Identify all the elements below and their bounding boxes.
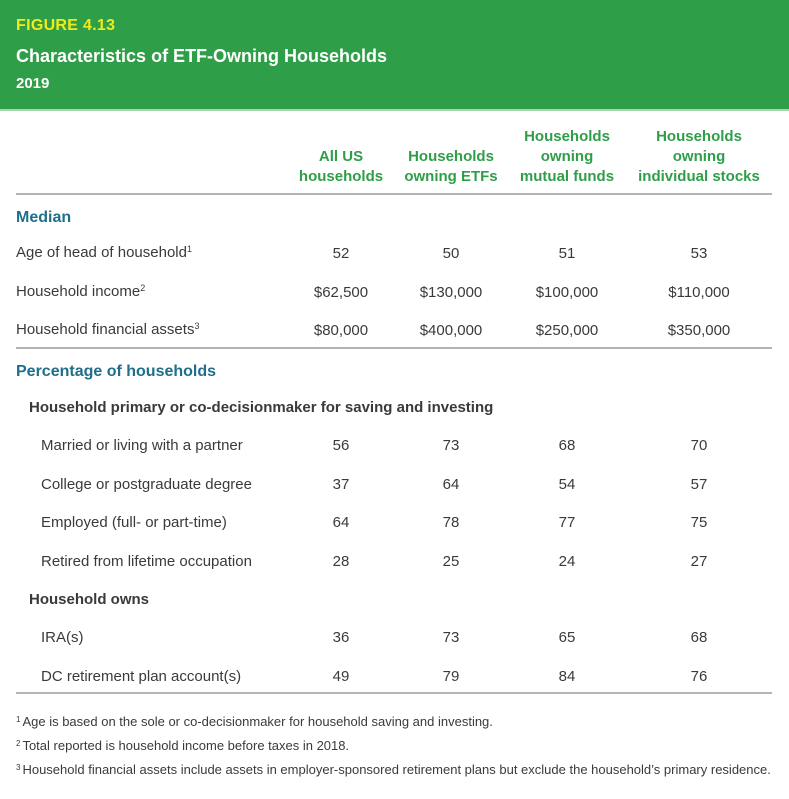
cell: 65 <box>558 629 576 646</box>
cell: $100,000 <box>535 284 599 301</box>
cell: 36 <box>332 629 350 646</box>
cell: 79 <box>442 668 460 685</box>
footnote <box>16 736 786 754</box>
cell: 56 <box>332 437 350 454</box>
column-header-line: Households <box>408 148 494 165</box>
cell: $250,000 <box>535 322 599 339</box>
footnote-text: Household financial assets include assets in employer-sponsored retirement plans but exclude the household’s primary residence. <box>22 762 771 777</box>
row-label-text: Age of head of household <box>16 244 187 261</box>
column-header-mutual-funds <box>502 127 632 187</box>
row-label: DC retirement plan account(s) <box>41 668 242 685</box>
cell: 25 <box>442 553 460 570</box>
row-label: Retired from lifetime occupation <box>41 553 252 570</box>
divider <box>16 692 772 694</box>
footnote-mark: 2 <box>16 739 21 748</box>
cell: 54 <box>558 476 576 493</box>
cell: 68 <box>690 629 708 646</box>
divider <box>16 347 772 349</box>
row-label <box>16 321 199 338</box>
row-label: College or postgraduate degree <box>41 476 252 493</box>
subsection-heading-decisionmaker: Household primary or co-decisionmaker for saving and investing <box>29 399 494 416</box>
cell: 78 <box>442 514 460 531</box>
figure-header <box>0 0 789 111</box>
cell: 64 <box>332 514 350 531</box>
cell: $80,000 <box>313 322 369 339</box>
row-label: IRA(s) <box>41 629 84 646</box>
cell: 76 <box>690 668 708 685</box>
cell: 75 <box>690 514 708 531</box>
cell: $350,000 <box>667 322 731 339</box>
cell: 53 <box>690 245 708 262</box>
cell: 49 <box>332 668 350 685</box>
column-header-line: All US <box>318 148 364 165</box>
row-label <box>16 244 192 261</box>
column-header-line: individual stocks <box>638 168 760 185</box>
cell: 68 <box>558 437 576 454</box>
cell: 57 <box>690 476 708 493</box>
cell: 50 <box>442 245 460 262</box>
figure-year: 2019 <box>16 75 50 92</box>
subsection-heading-household-owns: Household owns <box>29 591 149 608</box>
row-label <box>16 283 145 300</box>
cell: 27 <box>690 553 708 570</box>
cell: 77 <box>558 514 576 531</box>
cell: 51 <box>558 245 576 262</box>
row-label: Employed (full- or part-time) <box>41 514 227 531</box>
footnote-text: Age is based on the sole or co-decisionmaker for household saving and investing. <box>22 714 493 729</box>
cell: 64 <box>442 476 460 493</box>
section-heading-percentage: Percentage of households <box>16 363 217 380</box>
footnote <box>16 760 786 778</box>
column-header-line: owning <box>540 148 594 165</box>
cell: 28 <box>332 553 350 570</box>
footnote <box>16 712 786 730</box>
figure-label: FIGURE 4.13 <box>16 17 116 34</box>
row-label: Married or living with a partner <box>41 437 243 454</box>
cell: 73 <box>442 629 460 646</box>
cell: 52 <box>332 245 350 262</box>
footnote-marker: 1 <box>186 244 192 254</box>
cell: $400,000 <box>419 322 483 339</box>
row-label-text: Household financial assets <box>16 321 195 338</box>
row-label-text: Household income <box>16 283 141 300</box>
cell: 84 <box>558 668 576 685</box>
cell: 37 <box>332 476 350 493</box>
column-header-line: Households <box>524 128 610 145</box>
cell: $110,000 <box>668 284 730 301</box>
column-header-line: mutual funds <box>519 168 615 185</box>
column-header-line: Households <box>656 128 742 145</box>
column-header-line: owning <box>672 148 726 165</box>
footnote-mark: 3 <box>16 763 21 772</box>
column-header-individual-stocks <box>634 127 764 187</box>
cell: 73 <box>442 437 460 454</box>
column-header-etfs <box>386 127 516 187</box>
column-header-line: households <box>298 168 384 185</box>
figure-title: Characteristics of ETF-Owning Households <box>16 46 388 66</box>
cell: 70 <box>690 437 708 454</box>
footnote-text: Total reported is household income before taxes in 2018. <box>22 738 350 753</box>
section-heading-median: Median <box>16 209 72 226</box>
cell: $62,500 <box>313 284 369 301</box>
footnote-mark: 1 <box>16 715 21 724</box>
footnote-marker: 2 <box>140 283 146 293</box>
cell: $130,000 <box>419 284 483 301</box>
cell: 24 <box>558 553 576 570</box>
footnote-marker: 3 <box>194 321 200 331</box>
column-header-line: owning ETFs <box>404 168 498 185</box>
divider <box>16 193 772 195</box>
column-header-line <box>386 127 516 147</box>
